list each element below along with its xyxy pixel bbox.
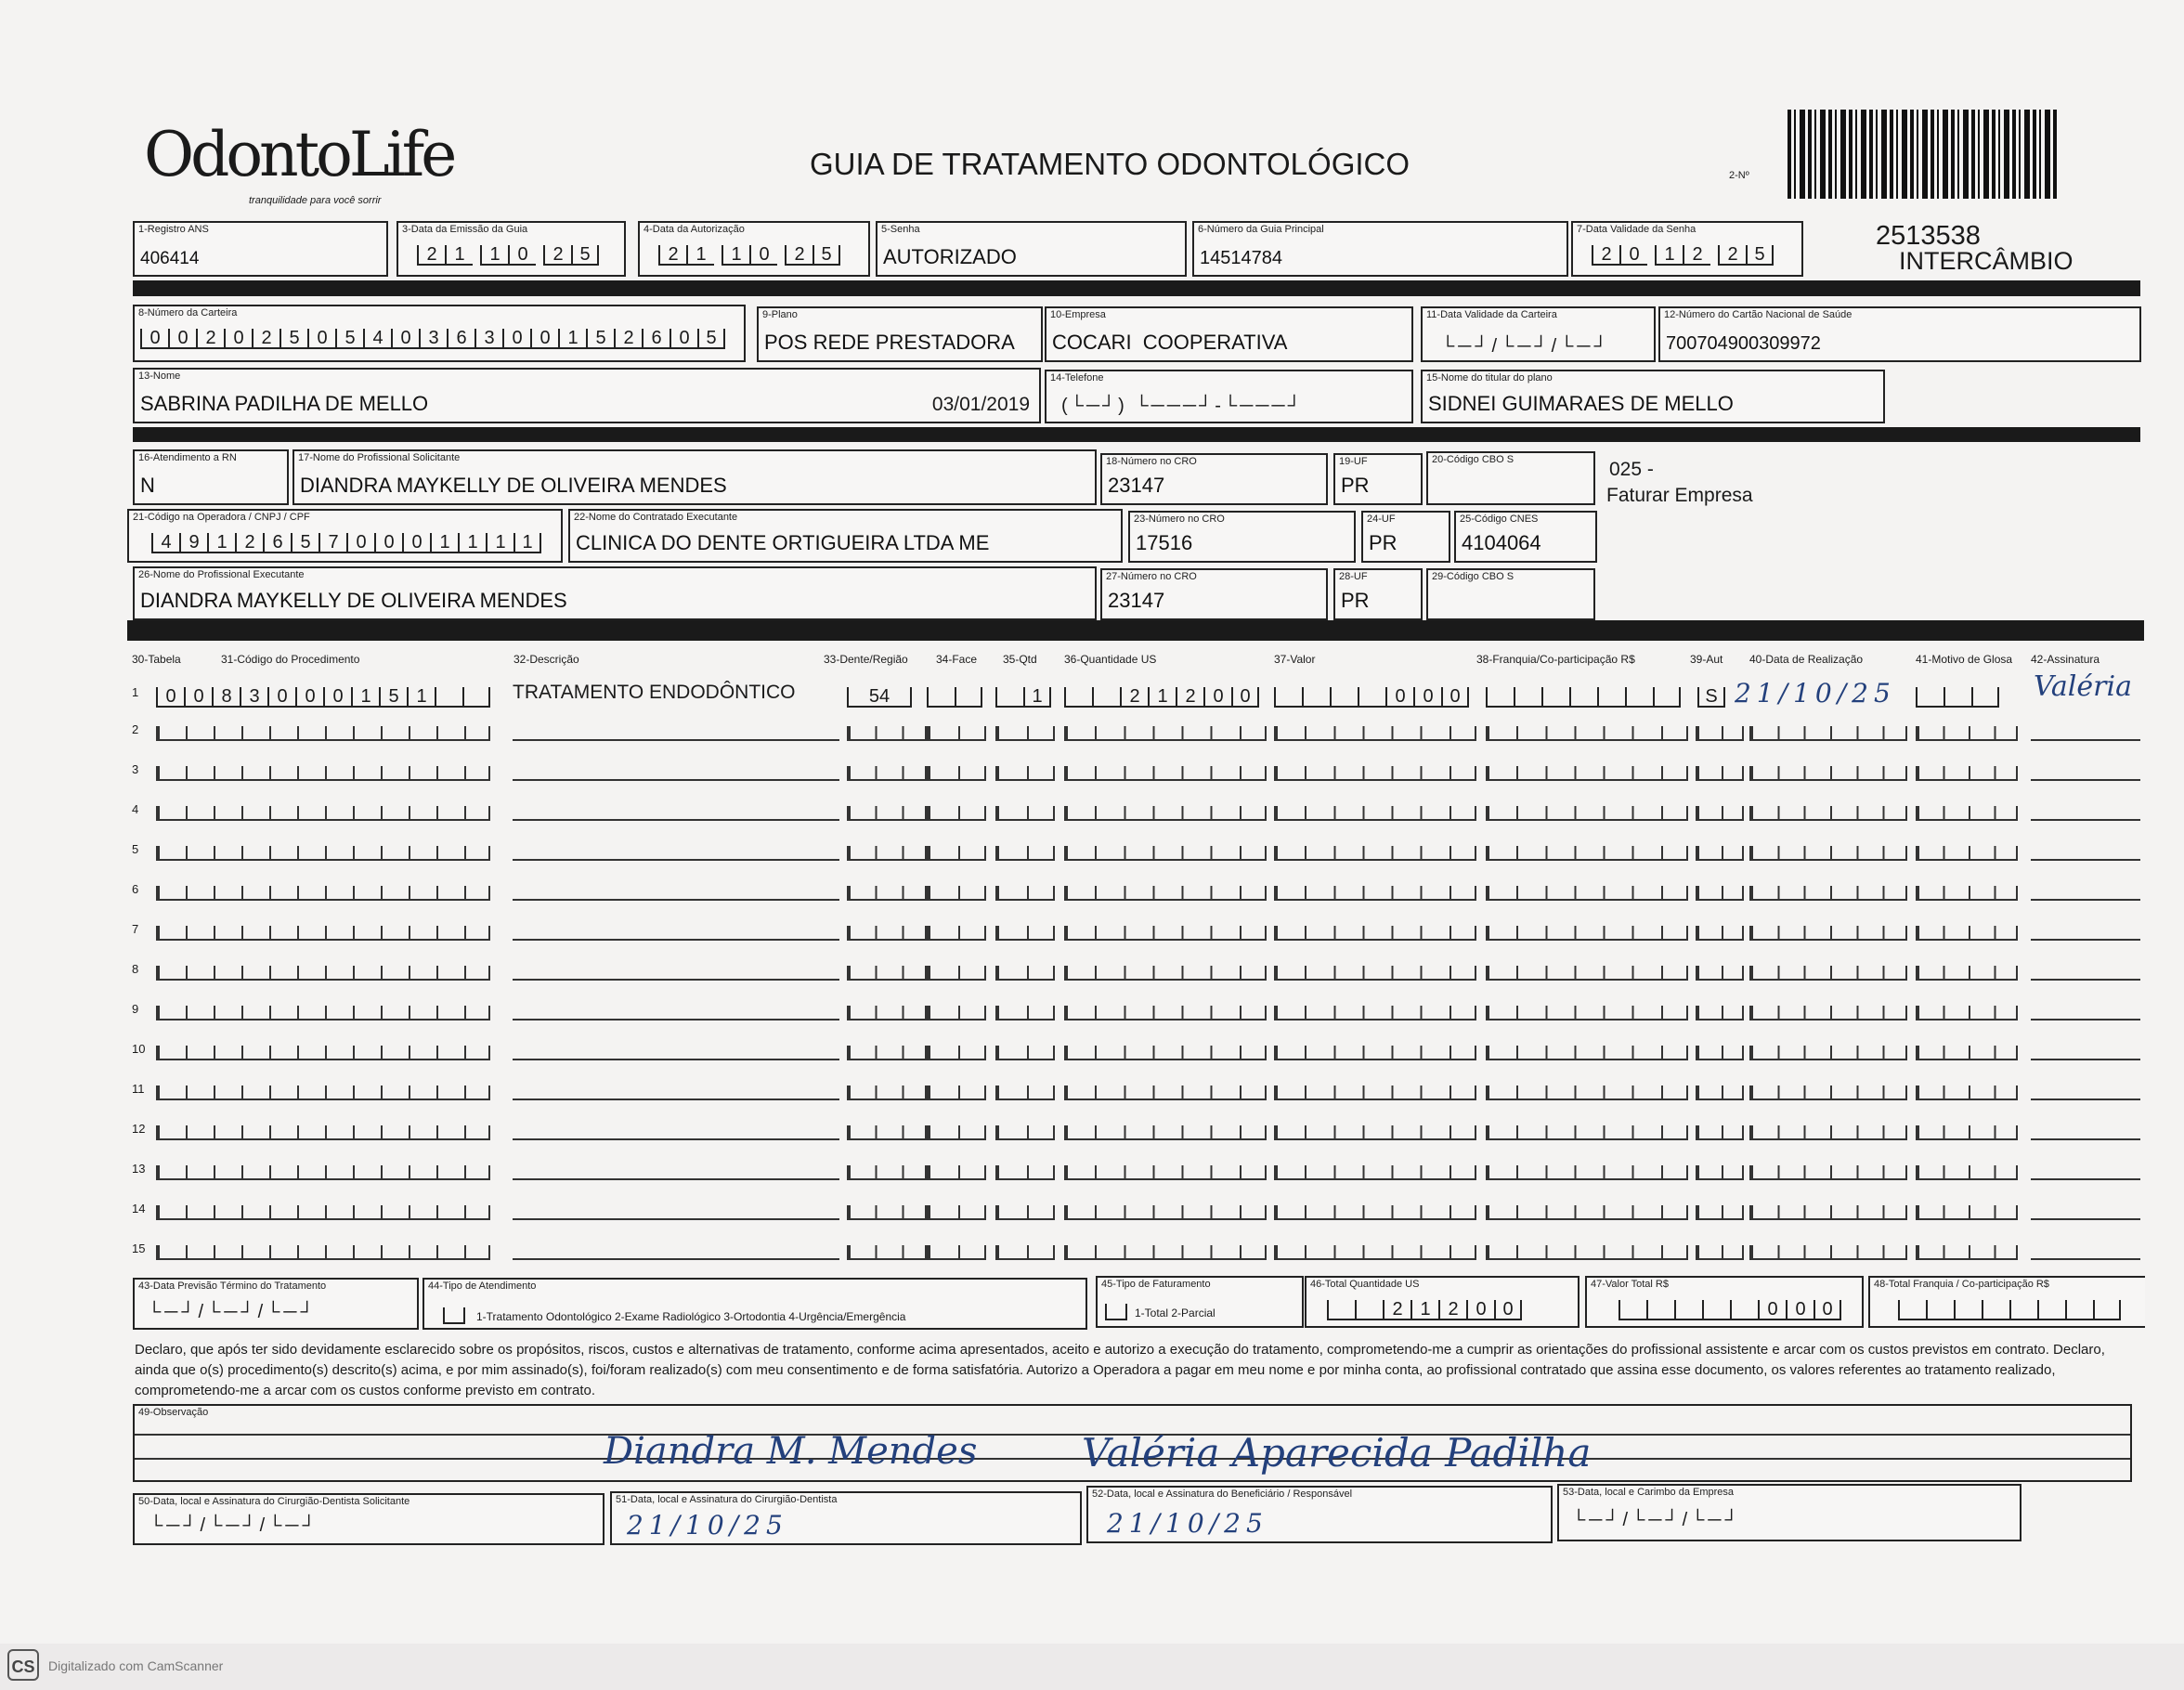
row-number: 6 bbox=[132, 882, 139, 896]
entry-comb[interactable] bbox=[927, 726, 986, 741]
entry-comb[interactable] bbox=[156, 1125, 490, 1140]
camscanner-badge-icon: CS bbox=[7, 1649, 39, 1681]
entry-comb[interactable] bbox=[995, 846, 1055, 861]
entry-comb[interactable] bbox=[1486, 966, 1688, 981]
signature-line[interactable] bbox=[2031, 979, 2140, 981]
entry-comb[interactable] bbox=[847, 886, 927, 901]
entry-comb[interactable] bbox=[1916, 1245, 2018, 1260]
empty-date: └─┘/└─┘/└─┘ bbox=[150, 1515, 319, 1536]
row-number: 11 bbox=[132, 1082, 145, 1096]
total-us-comb: 2 1 2 0 0 bbox=[1327, 1300, 1522, 1320]
entry-comb[interactable] bbox=[156, 1205, 490, 1220]
field-contratado-executante[interactable]: 22-Nome do Contratado Executante CLINICA DO DENTE ORTIGUEIRA LTDA ME bbox=[568, 509, 1123, 563]
field-cro-solicitante[interactable]: 18-Número no CRO 23147 bbox=[1100, 453, 1328, 505]
field-telefone[interactable]: 14-Telefone (└─┘) └───┘-└───┘ bbox=[1045, 370, 1413, 423]
description-line[interactable] bbox=[513, 1138, 839, 1140]
entry-comb[interactable] bbox=[1916, 1086, 2018, 1100]
empty-date: └─┘/└─┘/└─┘ bbox=[1572, 1510, 1742, 1530]
entry-comb[interactable] bbox=[927, 966, 986, 981]
col-motivo-glosa: 41-Motivo de Glosa bbox=[1916, 653, 2013, 666]
entry-comb[interactable] bbox=[1916, 1006, 2018, 1020]
field-tipo-faturamento[interactable]: 45-Tipo de Faturamento 1-Total 2-Parcial bbox=[1096, 1276, 1304, 1328]
entry-comb[interactable] bbox=[1486, 1165, 1688, 1180]
field-atendimento-rn[interactable]: 16-Atendimento a RN N bbox=[133, 449, 289, 505]
entry-comb[interactable] bbox=[847, 1006, 927, 1020]
entry-comb[interactable] bbox=[1749, 1086, 1907, 1100]
entry-comb[interactable] bbox=[1064, 966, 1267, 981]
field-codigo-operadora[interactable]: 21-Código na Operadora / CNPJ / CPF 4 9 1 2 6 5 7 0 0 0 1 1 1 1 bbox=[127, 509, 563, 563]
description-line[interactable] bbox=[513, 859, 839, 861]
billing-note: Faturar Empresa bbox=[1606, 485, 1753, 506]
entry-comb[interactable] bbox=[1486, 886, 1688, 901]
empty-phone: (└─┘) └───┘-└───┘ bbox=[1061, 396, 1304, 416]
face-comb bbox=[927, 687, 982, 708]
field-total-us[interactable]: 46-Total Quantidade US 2 1 2 0 0 bbox=[1305, 1276, 1580, 1328]
entry-comb[interactable] bbox=[1486, 1006, 1688, 1020]
entry-comb[interactable] bbox=[156, 1165, 490, 1180]
entry-comb[interactable] bbox=[995, 1125, 1055, 1140]
empty-date: └─┘/└─┘/└─┘ bbox=[148, 1302, 318, 1322]
field-observacao[interactable]: 49-Observação bbox=[133, 1404, 2132, 1482]
row-number: 12 bbox=[132, 1122, 146, 1136]
entry-comb[interactable] bbox=[1696, 846, 1744, 861]
row-number: 7 bbox=[132, 922, 139, 936]
field-plano[interactable]: 9-Plano POS REDE PRESTADORA bbox=[757, 306, 1043, 362]
signature-line[interactable] bbox=[2031, 859, 2140, 861]
col-tabela: 30-Tabela bbox=[132, 653, 181, 666]
realization-date-handwritten: 21/10/25 bbox=[1735, 678, 1896, 708]
entry-comb[interactable] bbox=[1274, 806, 1476, 821]
col-codigo: 31-Código do Procedimento bbox=[221, 653, 360, 666]
declaration-text: Declaro, que após ter sido devidamente esclarecido sobre os propósitos, riscos, custos e alternativas de tratamento, conforme acima apresentados, aceito e autorizo a execução do tratamento, comprometendo-me a cumprir as orientações do profissional assistente e arcar com os custos previstos em contrato. Declaro, ainda que o(s) procedimento(s) descrito(s) acima, e por mim assinado(s), foi/foram realizado(s) com meu consentimento e de forma satisfatória. Autorizo a Operadora a pagar em meu nome e por minha conta, ao profissional contratado que assina esse documento, os valores referentes ao tratamento realizado, comprometendo-me a arcar com os custos conforme previsto em contrato. bbox=[135, 1342, 2105, 1398]
entry-comb[interactable] bbox=[1486, 726, 1688, 741]
entry-comb[interactable] bbox=[1916, 1046, 2018, 1060]
entry-comb[interactable] bbox=[1274, 1086, 1476, 1100]
entry-comb[interactable] bbox=[1749, 1165, 1907, 1180]
entry-comb[interactable] bbox=[156, 926, 490, 941]
description-line[interactable] bbox=[513, 1218, 839, 1220]
birth-date: 03/01/2019 bbox=[931, 394, 1030, 415]
patient-signature: Valéria Aparecida Padilha bbox=[1082, 1430, 1592, 1476]
description-line[interactable] bbox=[513, 1178, 839, 1180]
section-bar bbox=[133, 427, 2140, 442]
entry-comb[interactable] bbox=[1696, 1006, 1744, 1020]
entry-comb[interactable] bbox=[156, 966, 490, 981]
entry-comb[interactable] bbox=[995, 766, 1055, 781]
date-comb: 2 1 1 0 2 5 bbox=[417, 245, 599, 266]
entry-comb[interactable] bbox=[1064, 1165, 1267, 1180]
entry-comb[interactable] bbox=[1916, 846, 2018, 861]
aut-comb: S bbox=[1697, 687, 1725, 708]
entry-comb[interactable] bbox=[1064, 726, 1267, 741]
number-label: 2-Nº bbox=[1729, 170, 1749, 181]
entry-comb[interactable] bbox=[1274, 846, 1476, 861]
field-valor-total[interactable]: 47-Valor Total R$ 0 0 0 bbox=[1585, 1276, 1864, 1328]
date-comb: 2 1 1 0 2 5 bbox=[658, 245, 840, 266]
entry-comb[interactable] bbox=[1064, 1086, 1267, 1100]
entry-comb[interactable] bbox=[1486, 1046, 1688, 1060]
entry-comb[interactable] bbox=[1486, 846, 1688, 861]
entry-comb[interactable] bbox=[847, 1125, 927, 1140]
entry-comb[interactable] bbox=[847, 846, 927, 861]
entry-comb[interactable] bbox=[847, 1165, 927, 1180]
field-assinatura-solicitante[interactable]: 50-Data, local e Assinatura do Cirurgião-Dentista Solicitante └─┘/└─┘/└─┘ bbox=[133, 1493, 604, 1545]
procedure-description: TRATAMENTO ENDODÔNTICO bbox=[513, 682, 796, 703]
signature-line[interactable] bbox=[2031, 899, 2140, 901]
entry-comb[interactable] bbox=[1749, 1205, 1907, 1220]
entry-comb[interactable] bbox=[927, 886, 986, 901]
entry-comb[interactable] bbox=[927, 766, 986, 781]
signature-line[interactable] bbox=[2031, 819, 2140, 821]
entry-comb[interactable] bbox=[1486, 766, 1688, 781]
row-number: 13 bbox=[132, 1162, 146, 1176]
entry-comb[interactable] bbox=[1749, 846, 1907, 861]
field-nome[interactable]: 13-Nome SABRINA PADILHA DE MELLO 03/01/2019 bbox=[133, 368, 1041, 423]
entry-comb[interactable] bbox=[927, 806, 986, 821]
field-uf-profissional[interactable]: 28-UF PR bbox=[1333, 568, 1423, 620]
odontolife-logo: OdontoLife bbox=[144, 119, 454, 190]
signature-line[interactable] bbox=[2031, 939, 2140, 941]
description-line[interactable] bbox=[513, 779, 839, 781]
col-valor: 37-Valor bbox=[1274, 653, 1316, 666]
entry-comb[interactable] bbox=[1749, 806, 1907, 821]
field-assinatura-beneficiario[interactable]: 52-Data, local e Assinatura do Beneficiário / Responsável 21/10/25 bbox=[1086, 1486, 1553, 1543]
entry-comb[interactable] bbox=[1916, 806, 2018, 821]
entry-comb[interactable] bbox=[1064, 926, 1267, 941]
field-cbo-profissional[interactable]: 29-Código CBO S bbox=[1426, 568, 1595, 620]
field-total-franquia[interactable]: 48-Total Franquia / Co-participação R$ bbox=[1868, 1276, 2145, 1328]
entry-comb[interactable] bbox=[847, 1046, 927, 1060]
date-comb: 2 0 1 2 2 5 bbox=[1592, 245, 1774, 266]
description-line[interactable] bbox=[513, 1019, 839, 1020]
entry-comb[interactable] bbox=[927, 1205, 986, 1220]
guide-number: 2513538 bbox=[1876, 221, 1981, 251]
description-line[interactable] bbox=[513, 939, 839, 941]
entry-comb[interactable] bbox=[156, 886, 490, 901]
entry-comb[interactable] bbox=[995, 926, 1055, 941]
field-carimbo-empresa[interactable]: 53-Data, local e Carimbo da Empresa └─┘/└─┘/└─┘ bbox=[1557, 1484, 2022, 1541]
entry-comb[interactable] bbox=[995, 726, 1055, 741]
empty-date: └─┘/└─┘/└─┘ bbox=[1441, 336, 1611, 357]
glosa-comb bbox=[1916, 687, 1999, 708]
description-line[interactable] bbox=[513, 739, 839, 741]
field-guia-principal[interactable]: 6-Número da Guia Principal 14514784 bbox=[1192, 221, 1568, 277]
entry-comb[interactable] bbox=[1486, 1125, 1688, 1140]
entry-comb[interactable] bbox=[847, 1245, 927, 1260]
entry-comb[interactable] bbox=[995, 1245, 1055, 1260]
billing-code: 025 - bbox=[1609, 459, 1654, 480]
camscanner-watermark-text: Digitalizado com CamScanner bbox=[48, 1658, 224, 1673]
field-data-emissao[interactable]: 3-Data da Emissão da Guia 2 1 1 0 2 5 bbox=[396, 221, 626, 277]
entry-comb[interactable] bbox=[156, 1046, 490, 1060]
field-profissional-solicitante[interactable]: 17-Nome do Profissional Solicitante DIANDRA MAYKELLY DE OLIVEIRA MENDES bbox=[292, 449, 1097, 505]
section-bar bbox=[127, 620, 2144, 641]
entry-comb[interactable] bbox=[1486, 1086, 1688, 1100]
entry-comb[interactable] bbox=[927, 1125, 986, 1140]
entry-comb[interactable] bbox=[1274, 926, 1476, 941]
entry-comb[interactable] bbox=[1064, 1046, 1267, 1060]
franquia-total-comb bbox=[1898, 1300, 2121, 1320]
description-line[interactable] bbox=[513, 899, 839, 901]
entry-comb[interactable] bbox=[156, 806, 490, 821]
entry-comb[interactable] bbox=[1696, 926, 1744, 941]
entry-comb[interactable] bbox=[1696, 1205, 1744, 1220]
entry-comb[interactable] bbox=[1749, 726, 1907, 741]
entry-comb[interactable] bbox=[927, 1245, 986, 1260]
entry-comb[interactable] bbox=[1274, 1046, 1476, 1060]
col-quantidade-us: 36-Quantidade US bbox=[1064, 653, 1157, 666]
field-numero-carteira[interactable]: 8-Número da Carteira 0 0 2 0 2 5 0 5 4 0 3 6 3 0 0 1 5 2 6 0 5 bbox=[133, 305, 746, 362]
field-cro-profissional[interactable]: 27-Número no CRO 23147 bbox=[1100, 568, 1328, 620]
col-assinatura: 42-Assinatura bbox=[2031, 653, 2100, 666]
field-tipo-atendimento[interactable]: 44-Tipo de Atendimento 1-Tratamento Odontológico 2-Exame Radiológico 3-Ortodontia 4-Urgência/Emergência bbox=[422, 1278, 1087, 1330]
entry-comb[interactable] bbox=[1916, 1205, 2018, 1220]
entry-comb[interactable] bbox=[995, 1165, 1055, 1180]
entry-comb[interactable] bbox=[995, 966, 1055, 981]
field-senha[interactable]: 5-Senha AUTORIZADO bbox=[876, 221, 1187, 277]
entry-comb[interactable] bbox=[1064, 1205, 1267, 1220]
field-cartao-nacional[interactable]: 12-Número do Cartão Nacional de Saúde 700704900309972 bbox=[1658, 306, 2141, 362]
row-number: 10 bbox=[132, 1042, 146, 1056]
entry-comb[interactable] bbox=[1916, 926, 2018, 941]
entry-comb[interactable] bbox=[1749, 886, 1907, 901]
field-data-autorizacao[interactable]: 4-Data da Autorização 2 1 1 0 2 5 bbox=[638, 221, 870, 277]
entry-comb[interactable] bbox=[927, 846, 986, 861]
entry-comb[interactable] bbox=[995, 1046, 1055, 1060]
entry-comb[interactable] bbox=[1486, 1205, 1688, 1220]
entry-comb[interactable] bbox=[1274, 966, 1476, 981]
col-face: 34-Face bbox=[936, 653, 978, 666]
entry-comb[interactable] bbox=[847, 966, 927, 981]
entry-comb[interactable] bbox=[156, 1086, 490, 1100]
form-title: GUIA DE TRATAMENTO ODONTOLÓGICO bbox=[810, 147, 1410, 181]
col-aut: 39-Aut bbox=[1690, 653, 1723, 666]
entry-comb[interactable] bbox=[927, 1006, 986, 1020]
row-number: 8 bbox=[132, 962, 139, 976]
tooth-comb: 54 bbox=[847, 687, 912, 708]
description-line[interactable] bbox=[513, 819, 839, 821]
entry-comb[interactable] bbox=[1064, 1245, 1267, 1260]
cnpj-comb: 4 9 1 2 6 5 7 0 0 0 1 1 1 1 bbox=[151, 533, 541, 553]
row-number: 9 bbox=[132, 1002, 139, 1016]
signature-line[interactable] bbox=[2031, 1138, 2140, 1140]
signature-line[interactable] bbox=[2031, 1258, 2140, 1260]
value-comb: 0 0 0 bbox=[1274, 687, 1469, 708]
entry-comb[interactable] bbox=[156, 1006, 490, 1020]
col-data-realizacao: 40-Data de Realização bbox=[1749, 653, 1864, 666]
signature-line[interactable] bbox=[2031, 1059, 2140, 1060]
entry-comb[interactable] bbox=[847, 806, 927, 821]
entry-comb[interactable] bbox=[1696, 1046, 1744, 1060]
description-line[interactable] bbox=[513, 1098, 839, 1100]
field-profissional-executante[interactable]: 26-Nome do Profissional Executante DIANDRA MAYKELLY DE OLIVEIRA MENDES bbox=[133, 566, 1097, 620]
entry-comb[interactable] bbox=[1274, 1205, 1476, 1220]
entry-comb[interactable] bbox=[927, 926, 986, 941]
entry-comb[interactable] bbox=[847, 766, 927, 781]
entry-comb[interactable] bbox=[995, 1205, 1055, 1220]
entry-comb[interactable] bbox=[1696, 966, 1744, 981]
field-empresa[interactable]: 10-Empresa COCARI COOPERATIVA bbox=[1045, 306, 1413, 362]
entry-comb[interactable] bbox=[1064, 1125, 1267, 1140]
field-validade-carteira[interactable]: 11-Data Validade da Carteira └─┘/└─┘/└─┘ bbox=[1421, 306, 1656, 362]
entry-comb[interactable] bbox=[1696, 1086, 1744, 1100]
entry-comb[interactable] bbox=[1749, 1125, 1907, 1140]
row-number: 14 bbox=[132, 1202, 146, 1216]
field-validade-senha[interactable]: 7-Data Validade da Senha 2 0 1 2 2 5 bbox=[1571, 221, 1803, 277]
procedure-code-comb: 0 0 8 3 0 0 0 1 5 1 bbox=[156, 687, 490, 708]
entry-comb[interactable] bbox=[1749, 1245, 1907, 1260]
entry-comb[interactable] bbox=[1486, 806, 1688, 821]
entry-comb[interactable] bbox=[1064, 846, 1267, 861]
col-qtd: 35-Qtd bbox=[1003, 653, 1037, 666]
dentist-signature: Diandra M. Mendes bbox=[604, 1430, 978, 1473]
entry-comb[interactable] bbox=[1064, 766, 1267, 781]
entry-comb[interactable] bbox=[1696, 766, 1744, 781]
field-uf-executante[interactable]: 24-UF PR bbox=[1361, 511, 1450, 563]
row-number: 15 bbox=[132, 1242, 146, 1255]
col-dente: 33-Dente/Região bbox=[824, 653, 908, 666]
franquia-comb bbox=[1486, 687, 1681, 708]
entry-comb[interactable] bbox=[1274, 1125, 1476, 1140]
field-cnes[interactable]: 25-Código CNES 4104064 bbox=[1454, 511, 1597, 563]
entry-comb[interactable] bbox=[1274, 766, 1476, 781]
field-assinatura-dentista[interactable]: 51-Data, local e Assinatura do Cirurgião-Dentista 21/10/25 bbox=[610, 1491, 1082, 1545]
form-sheet: OdontoLife tranquilidade para você sorrir GUIA DE TRATAMENTO ODONTOLÓGICO 2-Nº 2513538 INTERCÂMBIO 1-Registro ANS 406414 3-Data da Emissão da Guia 2 1 1 0 2 5 4-Data da Autorização 2 1 1 0 2 5 5-Senha AUTORIZADO 6-Número da Guia Principal 14514784 7-Data Validade da Senha 2 0 1 2 2 5 8-Número da Carteira 0 0 2 0 2 5 0 5 4 0 3 6 3 0 0 1 5 2 6 0 5 9-Plano POS REDE PRESTADORA 10-Empresa COCARI COOPERATIVA 11-Data Validade da Carteira └─┘/└─┘/└─┘ 12-Número do Cartão Nacional de Saúde 700704900309972 13-Nome SABRINA PADILHA DE MELLO 03/01/2019 14-Telefone (└─┘) └───┘-└───┘ 15-Nome do titular do plano SIDNEI GUIMARAES DE MELLO 16-Atendimento a RN N 17-Nome do Profissional Solicitante DIANDRA MAYKELLY DE OLIVEIRA MENDES 18-Número no CRO 23147 19-UF PR 20-Código CBO S 025 - Faturar Empresa 21-Código na Operadora / CNPJ / CPF 4 9 1 2 6 5 7 0 0 0 1 1 1 1 22-Nome do Contratado Executante CLINICA DO DENTE ORTIGUEIRA LTDA ME 23-Número no CRO 17516 24-UF PR 25-Código CNES 4104064 26-Nome do Profissional Executante DIANDRA MAYKELLY DE OLIVEIRA MENDES 27-Número no CRO 23147 28-UF PR 29-Código CBO S 30-Tabela 31-Código do Procedimento 32-Descrição 33-Dente/Região 34-Face 35-Qtd 36-Quantidade US 37-Valor 38-Franquia/Co-participação R$ 39-Aut 40-Data de Realização 41-Motivo de Glosa 42-Assinatura 1 0 0 8 3 0 0 0 1 5 1 TRATAMENTO ENDODÔNTICO 54 1 2 1 2 0 0 0 0 0 S 21/10/25 Valéria 2 3 4 5 6 7 8 9 10 11 12 13 14 15 43-Data Previsão Término do Tratamento └─┘/└─┘/└─┘ 44-Tipo de Atendimento 1-Tratamento Odontológico 2-Exame Radiológico 3-Ortodontia 4-Urgência/Emergência 45-Tipo de Faturamento 1-Total 2-Parcial 46-Total Quantidade US 2 1 2 0 0 47-Valor Total R$ 0 0 0 48-Total Franquia / Co-participação R$ Declaro, que após ter sido devidamente esclarecido sobre os propósitos, riscos, custos e alternativas de tratamento, conforme acima apresentados, aceito e autorizo a execução do tratamento, comprometendo-me a cumprir as orientações do profissional assistente e arcar com os custos previstos em contrato. Declaro, ainda que o(s) procedimento(s) descrito(s) acima, e por mim assinado(s), foi/foram realizado(s) com meu consentimento e de forma satisfatória. Autorizo a Operadora a pagar em meu nome e por minha conta, ao profissional contratado que assina esse documento, os valores referentes ao tratamento realizado, comprometendo-me a arcar com os custos conforme previsto em contrato. 49-Observação Diandra M. Mendes Valéria Aparecida Padilha 50-Data, local e Assinatura do Cirurgião-Dentista Solicitante └─┘/└─┘/└─┘ 51-Data, local e Assinatura do Cirurgião-Dentista 21/10/25 52-Data, local e Assinatura do Beneficiário / Responsável 21/10/25 53-Data, local e Carimbo da Empresa └─┘/└─┘/└─┘ bbox=[0, 0, 2184, 1644]
entry-comb[interactable] bbox=[1696, 1125, 1744, 1140]
entry-comb[interactable] bbox=[995, 806, 1055, 821]
entry-comb[interactable] bbox=[1749, 1046, 1907, 1060]
card-number-comb: 0 0 2 0 2 5 0 5 4 0 3 6 3 0 0 1 5 2 6 0 5 bbox=[140, 329, 725, 349]
entry-comb[interactable] bbox=[1749, 1006, 1907, 1020]
row-signature: Valéria bbox=[2034, 670, 2132, 703]
entry-comb[interactable] bbox=[927, 1086, 986, 1100]
entry-comb[interactable] bbox=[847, 1205, 927, 1220]
signature-line[interactable] bbox=[2031, 1019, 2140, 1020]
entry-comb[interactable] bbox=[1696, 1245, 1744, 1260]
entry-comb[interactable] bbox=[1916, 766, 2018, 781]
entry-comb[interactable] bbox=[1916, 966, 2018, 981]
entry-comb[interactable] bbox=[1274, 886, 1476, 901]
barcode bbox=[1788, 110, 2059, 199]
entry-comb[interactable] bbox=[1916, 1125, 2018, 1140]
entry-comb[interactable] bbox=[1274, 1245, 1476, 1260]
us-comb: 2 1 2 0 0 bbox=[1064, 687, 1259, 708]
col-franquia: 38-Franquia/Co-participação R$ bbox=[1476, 653, 1635, 666]
description-line[interactable] bbox=[513, 1059, 839, 1060]
valor-total-comb: 0 0 0 bbox=[1618, 1300, 1841, 1320]
signature-line[interactable] bbox=[2031, 1098, 2140, 1100]
row-number: 2 bbox=[132, 722, 139, 736]
qty-comb: 1 bbox=[995, 687, 1051, 708]
entry-comb[interactable] bbox=[1749, 766, 1907, 781]
entry-comb[interactable] bbox=[1696, 806, 1744, 821]
entry-comb[interactable] bbox=[1696, 886, 1744, 901]
tipo-faturamento-checkbox[interactable] bbox=[1105, 1304, 1127, 1320]
entry-comb[interactable] bbox=[1064, 806, 1267, 821]
field-titular[interactable]: 15-Nome do titular do plano SIDNEI GUIMARAES DE MELLO bbox=[1421, 370, 1885, 423]
entry-comb[interactable] bbox=[995, 1006, 1055, 1020]
entry-comb[interactable] bbox=[1749, 926, 1907, 941]
entry-comb[interactable] bbox=[847, 726, 927, 741]
entry-comb[interactable] bbox=[995, 1086, 1055, 1100]
entry-comb[interactable] bbox=[995, 886, 1055, 901]
signature-line[interactable] bbox=[2031, 1178, 2140, 1180]
field-registro-ans[interactable]: 1-Registro ANS 406414 bbox=[133, 221, 388, 277]
signature-line[interactable] bbox=[2031, 779, 2140, 781]
entry-comb[interactable] bbox=[1064, 1006, 1267, 1020]
entry-comb[interactable] bbox=[847, 926, 927, 941]
entry-comb[interactable] bbox=[847, 1086, 927, 1100]
guide-type: INTERCÂMBIO bbox=[1899, 247, 2074, 275]
row-number: 5 bbox=[132, 842, 139, 856]
entry-comb[interactable] bbox=[1274, 1006, 1476, 1020]
description-line[interactable] bbox=[513, 979, 839, 981]
entry-comb[interactable] bbox=[1916, 726, 2018, 741]
signature-line[interactable] bbox=[2031, 1218, 2140, 1220]
entry-comb[interactable] bbox=[156, 846, 490, 861]
entry-comb[interactable] bbox=[927, 1165, 986, 1180]
field-previsao-termino[interactable]: 43-Data Previsão Término do Tratamento └─┘/└─┘/└─┘ bbox=[133, 1278, 419, 1330]
entry-comb[interactable] bbox=[1696, 1165, 1744, 1180]
logo-tagline: tranquilidade para você sorrir bbox=[249, 195, 382, 206]
entry-comb[interactable] bbox=[156, 766, 490, 781]
field-cbo-solicitante[interactable]: 20-Código CBO S bbox=[1426, 451, 1595, 505]
entry-comb[interactable] bbox=[1274, 726, 1476, 741]
col-descricao: 32-Descrição bbox=[514, 653, 579, 666]
entry-comb[interactable] bbox=[1696, 726, 1744, 741]
entry-comb[interactable] bbox=[1274, 1165, 1476, 1180]
section-bar bbox=[133, 280, 2140, 296]
entry-comb[interactable] bbox=[1916, 1165, 2018, 1180]
entry-comb[interactable] bbox=[1486, 1245, 1688, 1260]
entry-comb[interactable] bbox=[156, 1245, 490, 1260]
entry-comb[interactable] bbox=[1064, 886, 1267, 901]
row-number: 4 bbox=[132, 802, 139, 816]
signature-line[interactable] bbox=[2031, 739, 2140, 741]
field-cro-executante[interactable]: 23-Número no CRO 17516 bbox=[1128, 511, 1356, 563]
row-number: 3 bbox=[132, 762, 139, 776]
entry-comb[interactable] bbox=[927, 1046, 986, 1060]
field-uf-solicitante[interactable]: 19-UF PR bbox=[1333, 453, 1423, 505]
entry-comb[interactable] bbox=[1749, 966, 1907, 981]
tipo-atendimento-checkbox[interactable] bbox=[443, 1307, 465, 1324]
description-line[interactable] bbox=[513, 1258, 839, 1260]
entry-comb[interactable] bbox=[1486, 926, 1688, 941]
entry-comb[interactable] bbox=[1916, 886, 2018, 901]
entry-comb[interactable] bbox=[156, 726, 490, 741]
